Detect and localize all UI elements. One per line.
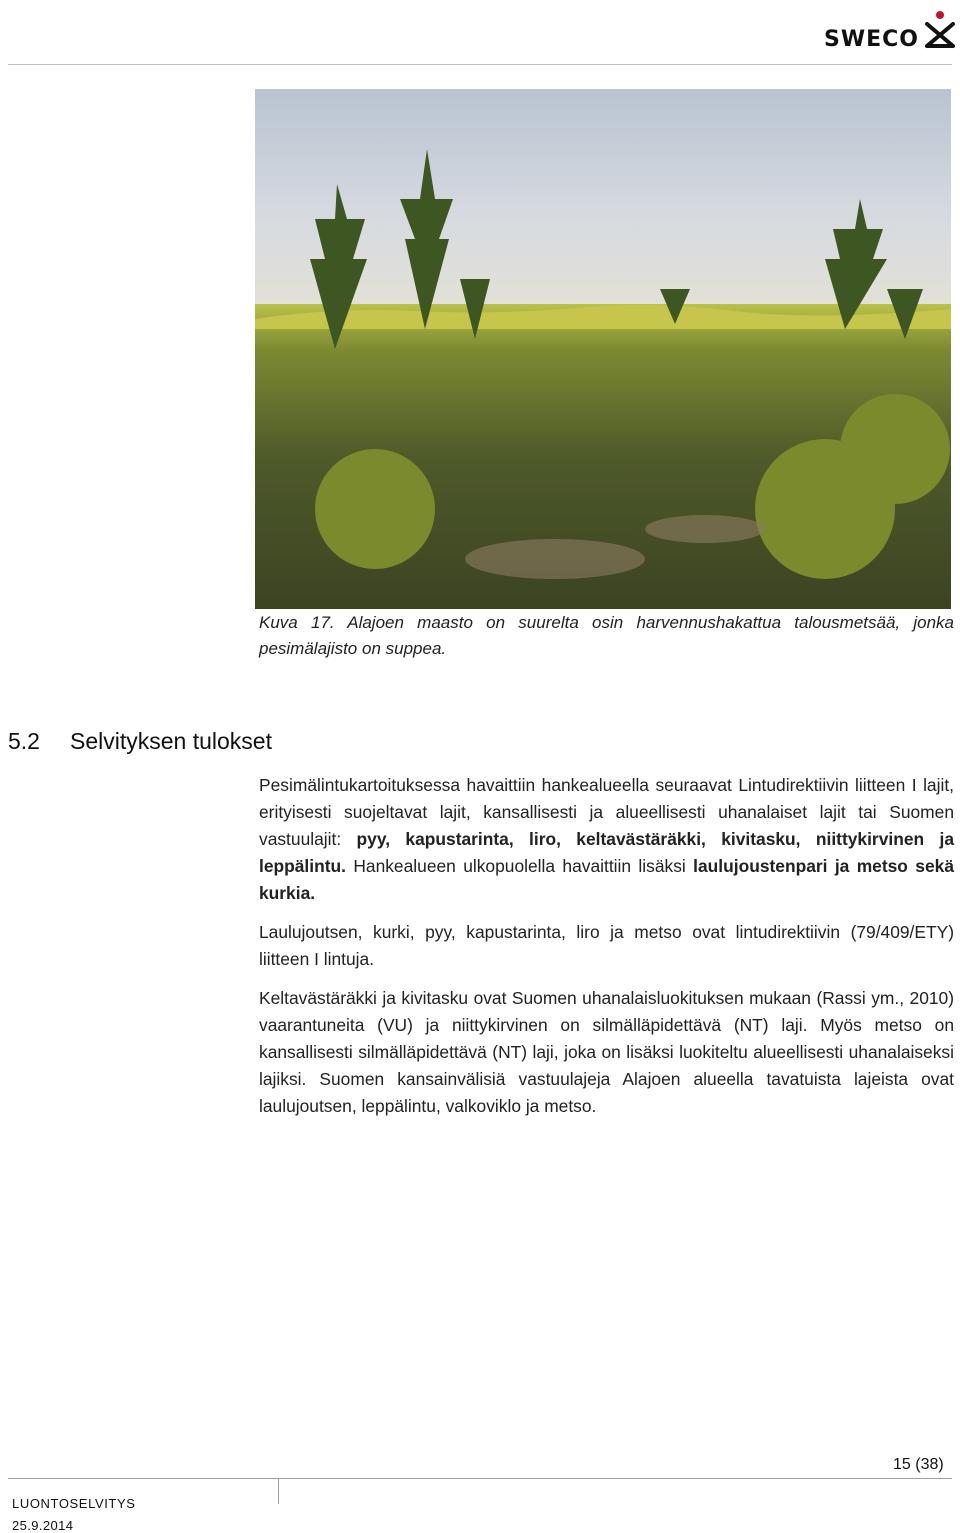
page-number: 15 (38)	[893, 1456, 944, 1473]
figure-caption	[259, 610, 954, 662]
caption-label: Kuva 17.	[259, 613, 335, 632]
landscape-photo-drawing	[255, 89, 951, 609]
sweco-logo-icon	[922, 10, 958, 50]
sweco-logo	[820, 10, 960, 54]
section-number: 5.2	[8, 728, 40, 754]
p1-text-1: Pesimälintukartoituksessa havaittiin hankealueella seuraavat Lintudirektiivin liitteen I lajit, erityisesti suojeltavat lajit, kansallisesti ja alueellisesti uhanalaiset lajit tai Suomen vastuulajit:	[259, 775, 954, 849]
p1-text-2: Hankealueen ulkopuolella havaittiin lisäksi	[345, 856, 694, 876]
p1-bold-2: laulujoustenpari ja metso sekä kurkia.	[259, 856, 954, 903]
paragraph-3: Keltavästäräkki ja kivitasku ovat Suomen uhanalaisluokituksen mukaan (Rassi ym., 2010) vaarantuneita (VU) ja niittykirvinen on silmälläpidettävä (NT) laji. Myös metso on kansallisesti silmälläpidettävä (NT) laji, joka on lisäksi luokiteltu alueellisesti uhanalaiseksi lajiksi. Suomen kansainvälisiä vastuulajeja Alajoen alueella tavatuista lajeista ovat laulujoutsen, leppälintu, valkoviklo ja metso.	[259, 988, 954, 1116]
logo-wordmark: SWECO	[824, 27, 919, 52]
footer-divider-tick	[278, 1478, 279, 1504]
caption-text: Alajoen maasto on suurelta osin harvennushakattua talousmetsää, jonka pesimälajisto on suppea.	[259, 613, 954, 658]
landscape-photo	[255, 89, 951, 609]
footer-date: 25.9.2014	[12, 1518, 74, 1533]
section-heading	[8, 727, 608, 755]
footer-divider	[8, 1478, 952, 1479]
footer-document-title: LUONTOSELVITYS	[12, 1496, 136, 1511]
body-text	[259, 772, 954, 1132]
p1-bold-1: pyy, kapustarinta, liro, keltavästäräkki, kivitasku, niittykirvinen ja leppälintu.	[259, 829, 954, 876]
section-title: Selvityksen tulokset	[70, 728, 272, 754]
paragraph-2: Laulujoutsen, kurki, pyy, kapustarinta, liro ja metso ovat lintudirektiivin (79/409/ETY) liitteen I lintuja.	[259, 922, 954, 969]
paragraph-1	[259, 772, 954, 907]
header-divider	[8, 64, 952, 65]
